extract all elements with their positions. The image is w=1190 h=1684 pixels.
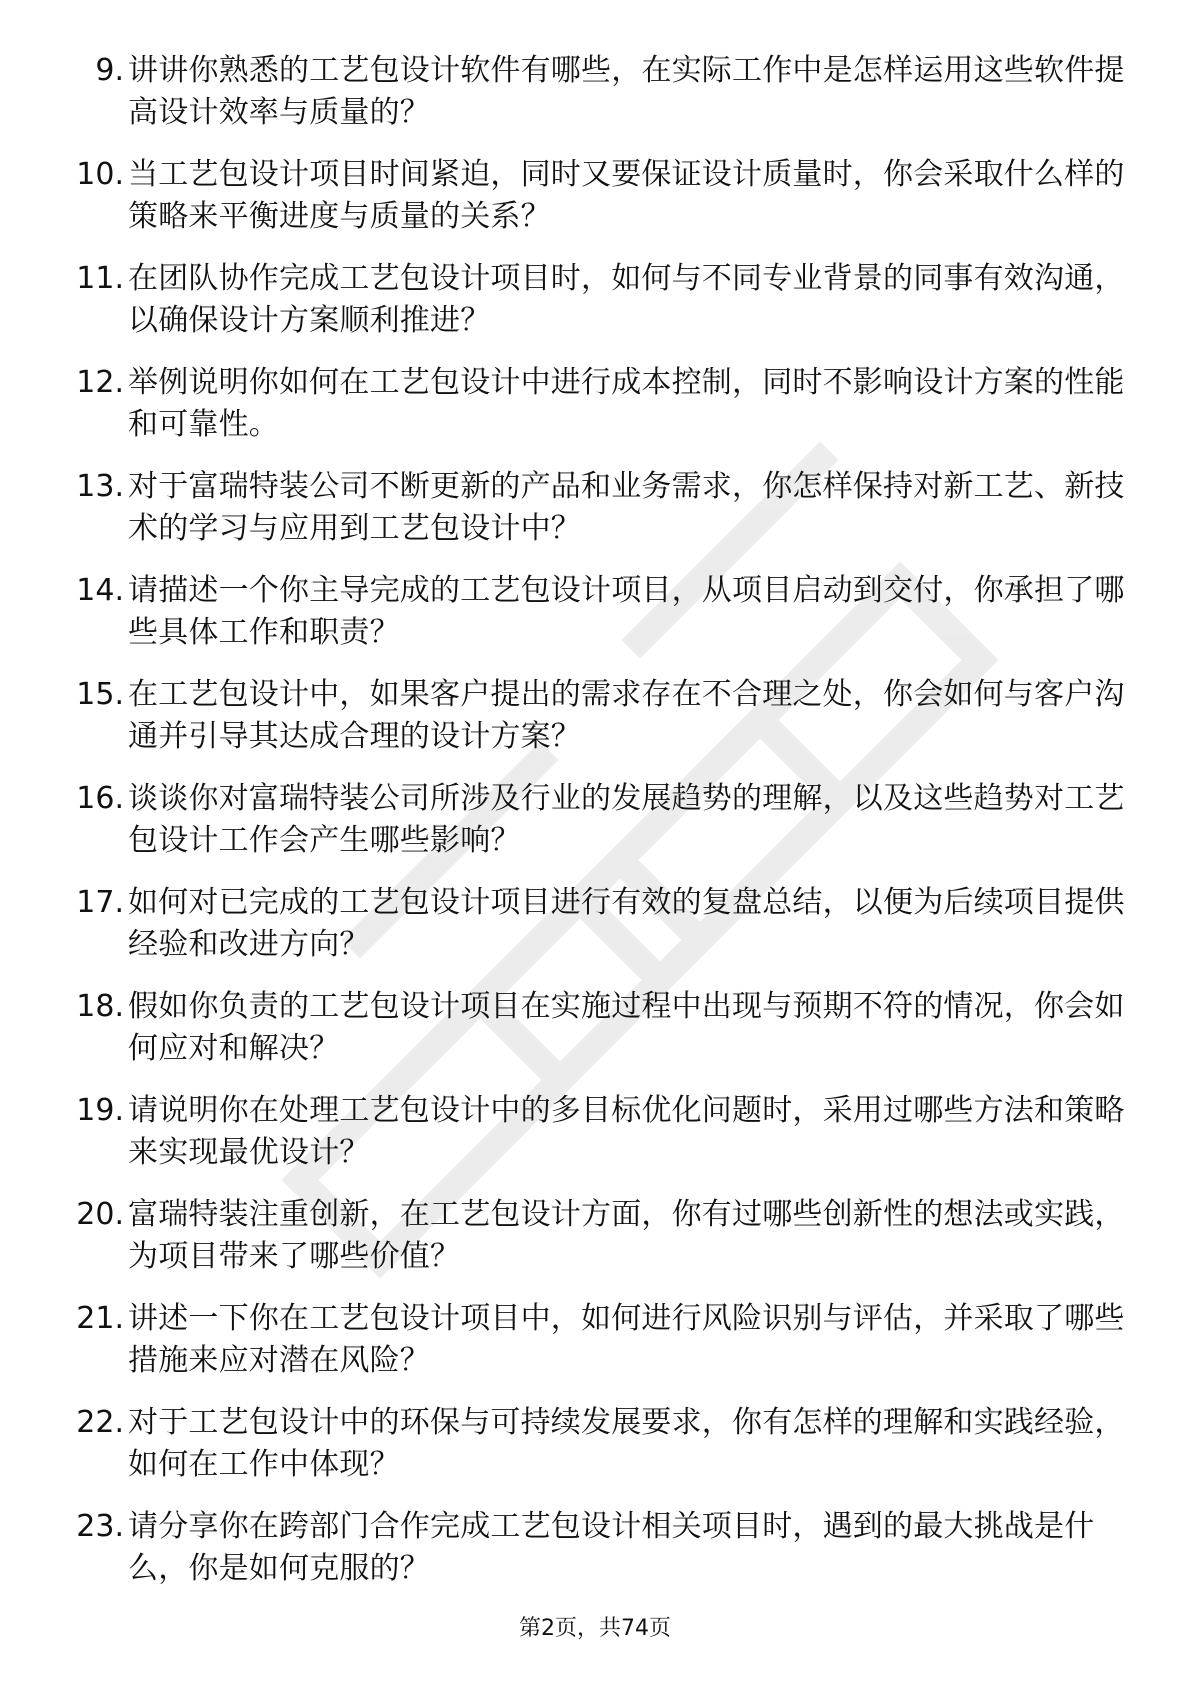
question-item	[60, 1298, 1130, 1402]
question-list	[60, 50, 1130, 1610]
question-text: 讲述一下你在工艺包设计项目中，如何进行风险识别与评估，并采取了哪些措施来应对潜在风险？	[128, 1301, 1125, 1378]
question-number: 11.	[76, 261, 124, 296]
question-item	[60, 466, 1130, 570]
question-item	[60, 674, 1130, 778]
question-item	[60, 362, 1130, 466]
question-item	[60, 986, 1130, 1090]
question-text: 举例说明你如何在工艺包设计中进行成本控制，同时不影响设计方案的性能和可靠性。	[128, 365, 1125, 442]
question-item	[60, 258, 1130, 362]
question-number: 18.	[76, 989, 124, 1024]
question-number: 23.	[76, 1509, 124, 1544]
question-number: 15.	[76, 677, 124, 712]
question-number: 19.	[76, 1093, 124, 1128]
question-text: 请说明你在处理工艺包设计中的多目标优化问题时，采用过哪些方法和策略来实现最优设计？	[128, 1093, 1125, 1170]
question-text: 对于富瑞特装公司不断更新的产品和业务需求，你怎样保持对新工艺、新技术的学习与应用到工艺包设计中？	[128, 469, 1125, 546]
question-text: 请描述一个你主导完成的工艺包设计项目，从项目启动到交付，你承担了哪些具体工作和职责？	[128, 573, 1125, 650]
question-item	[60, 154, 1130, 258]
question-text: 当工艺包设计项目时间紧迫，同时又要保证设计质量时，你会采取什么样的策略来平衡进度与质量的关系？	[128, 157, 1125, 234]
question-number: 9.	[95, 53, 124, 88]
question-number: 14.	[76, 573, 124, 608]
question-number: 20.	[76, 1197, 124, 1232]
question-item	[60, 50, 1130, 154]
question-text: 讲讲你熟悉的工艺包设计软件有哪些，在实际工作中是怎样运用这些软件提高设计效率与质量的？	[128, 53, 1125, 130]
question-item	[60, 1402, 1130, 1506]
question-text: 请分享你在跨部门合作完成工艺包设计相关项目时，遇到的最大挑战是什么，你是如何克服的？	[128, 1509, 1095, 1586]
question-text: 对于工艺包设计中的环保与可持续发展要求，你有怎样的理解和实践经验，如何在工作中体现？	[128, 1405, 1125, 1482]
question-number: 13.	[76, 469, 124, 504]
question-number: 16.	[76, 781, 124, 816]
question-number: 10.	[76, 157, 124, 192]
question-text: 假如你负责的工艺包设计项目在实施过程中出现与预期不符的情况，你会如何应对和解决？	[128, 989, 1125, 1066]
question-item	[60, 570, 1130, 674]
question-number: 12.	[76, 365, 124, 400]
question-item	[60, 778, 1130, 882]
question-number: 22.	[76, 1405, 124, 1440]
question-text: 在团队协作完成工艺包设计项目时，如何与不同专业背景的同事有效沟通，以确保设计方案顺利推进？	[128, 261, 1125, 338]
question-text: 在工艺包设计中，如果客户提出的需求存在不合理之处，你会如何与客户沟通并引导其达成合理的设计方案？	[128, 677, 1125, 754]
page-footer: 第2页，共74页	[519, 1616, 671, 1641]
question-text: 富瑞特装注重创新，在工艺包设计方面，你有过哪些创新性的想法或实践，为项目带来了哪些价值？	[128, 1197, 1125, 1274]
question-number: 17.	[76, 885, 124, 920]
question-item	[60, 1090, 1130, 1194]
question-item	[60, 882, 1130, 986]
question-number: 21.	[76, 1301, 124, 1336]
question-item	[60, 1506, 1130, 1610]
question-item	[60, 1194, 1130, 1298]
question-text: 谈谈你对富瑞特装公司所涉及行业的发展趋势的理解，以及这些趋势对工艺包设计工作会产生哪些影响？	[128, 781, 1125, 858]
question-text: 如何对已完成的工艺包设计项目进行有效的复盘总结，以便为后续项目提供经验和改进方向？	[128, 885, 1125, 962]
